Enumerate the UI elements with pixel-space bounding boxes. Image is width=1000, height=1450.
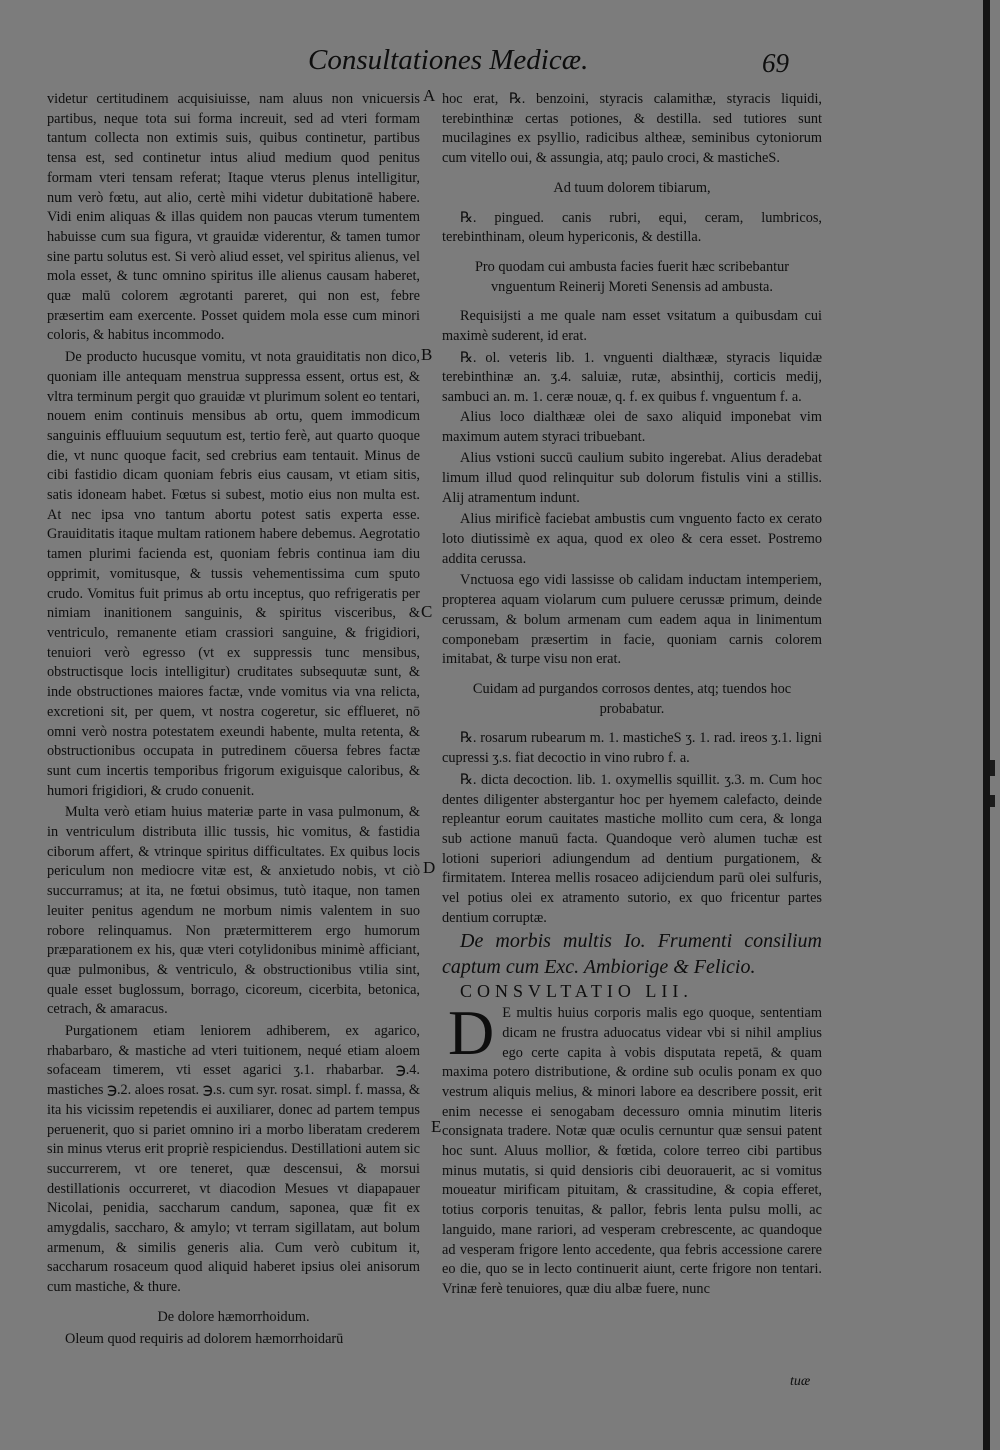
- consultation-title: De morbis multis Io. Frumenti consilium captum cum Exc. Ambiorige & Felicio.: [442, 930, 822, 979]
- consultation-number: CONSVLTATIO LII.: [460, 981, 693, 1002]
- recipe: ℞. pingued. canis rubri, equi, ceram, lumbricos, terebinthinam, oleum hypericonis, & destilla.: [442, 209, 822, 246]
- paragraph-text: E multis huius corporis malis ego quoque, sententiam dicam ne frustra aduocatus videar vbi si nihil amplius ego certe capita à vobis disputata repetā, & quam maxima potero distributione, & ordine sub oculis ponam ex quo vestrum aliquis melius, & minori labore ea describere possit, erit enim necesse ei senogabam decessuro omnia minutim literis consignata tradere. Notæ quæ oculis cernuntur quæ sensui patent hoc sunt. Aluus mollior, & fœtida, colore terreo cibi partibus minus mutatis, si quid densioris cibi deuorauerit, ac si vomitus moueatur mirificam pituitam, & crassitudine, & copia efferet, totius corporis tenuitas, & pallor, febris lenta pulsu molli, ac languido, mane rariori, ad vesperam crebrescente, ac quandoque ad vesperam frigore lento accedente, qua febris accessione carere eo die, quo se in lecto continuerit aiunt, certe frigore non tentari. Vrinæ ferè tenuiores, quæ diu albæ fuere, nunc: [442, 1005, 822, 1297]
- paragraph: Vnctuosa ego vidi lassisse ob calidam inductam intemperiem, propterea aquam violarum cum puluere cerussæ primum, deinde cerussam, & bolum armenam cum eadem aqua in linimentum componebam præsertim in facie, quoniam carnis colorem imitabat, & turpe visu non erat.: [442, 572, 822, 668]
- margin-letter-d: D: [423, 858, 436, 877]
- recipe: ℞. rosarum rubearum m. 1. masticheS ʒ. 1. rad. ireos ʒ.1. ligni cupressi ʒ.s. fiat decoctio in vino rubro f. a.: [442, 730, 822, 767]
- paragraph: Requisijsti a me quale nam esset vsitatum a quibusdam cui maximè suderent, id erat.: [442, 308, 822, 345]
- paragraph: Oleum quod requiris ad dolorem hæmorrhoidarū: [65, 1330, 344, 1347]
- recipe: ℞. dicta decoction. lib. 1. oxymellis squillit. ʒ.3. m. Cum hoc dentes diligenter abstergantur hoc per hyemem calefacto, deinde repleantur eorum cauitates mastiche mollito cum cera, & longa sub actione manuū facta. Quandoque verò alumen tuchæ est lotioni superiori adiungendum ad dentium purgationem, & firmitatem. Interea mellis rosaceo adijciendum parū olei sulfuris, vel potius olei ex atramento sutorio, ex quo fricentur partes dentium corruptæ.: [442, 771, 822, 926]
- page-edge-shadow: [983, 0, 990, 1450]
- section-heading: Ad tuum dolorem tibiarum,: [553, 179, 711, 196]
- left-column: [47, 90, 420, 1351]
- drop-cap: D: [448, 997, 495, 1069]
- running-title: Consultationes Medicæ.: [308, 44, 589, 76]
- section-heading: De dolore hæmorrhoidum.: [157, 1308, 310, 1325]
- paragraph: Alius mirificè faciebat ambustis cum vnguento facto ex cerato loto diutissimè ex aqua, quod ex oleo & cera esset. Postremo addita cerussa.: [442, 511, 822, 567]
- paragraph: De producto hucusque vomitu, vt nota grauiditatis non dico, quoniam ille antequam menstrua suppressa essent, ortus est, & vltra terminum pergit quo grauidæ vt plurimum solent eo tentari, nouem enim continuis mensibus ab ortu, quem immodicum sanguinis effluuium sequutum est, tertio ferè, aut quarto quoque die, vt nunc quoque facit, sed crebrius eam tentauit. Minus de cibi fastidio dicam quoniam febris eius causam, vt etiam sitis, satis idoneam habet. Fœtus si subest, motio eius non multa est. At nec ipsa vno tantum abortu potest satis experta esse. Grauiditatis itaque multam rationem habere debemus. Aegrotatio tamen plurimi facienda est, quoniam febris continua iam diu opprimit, vomitusque, & tussis vehementissima cum sputo crudo. Vomitus fuit primus ab ortu inceptus, quo refrigeratis per nimiam inanitionem sanguinis, & spiritus visceribus, & ventriculo, remanente etiam crassiori sanguine, & frigidiori, tenuiori verò egresso (vt ex suppressis tunc mensibus, obstructisque locis intelligitur) cruditates subsequutæ sunt, & inde obstructiones maiores factæ, vnde vomitus via vna relicta, excretioni sit, per quem, vt nostra cogeretur, sic efflueret, nō omni verò nostra potestatem exeundi habente, multa retenta, & obstructionibus occupata in putredinem cōuersa febres factæ sunt cum incertis temporibus frigorum exiguisque caloribus, & humori frigidiori, & crudo conuenit.: [47, 349, 420, 799]
- paragraph: Alius vstioni succū caulium subito ingerebat. Alius deradebat limum illud quod relinquitur sub dolorum fistulis vini a stillis. Alij atramentum indunt.: [442, 450, 822, 506]
- page-number: 69: [762, 48, 789, 78]
- margin-mark: [990, 760, 995, 776]
- margin-letter-b: B: [421, 345, 433, 364]
- margin-letter-c: C: [421, 602, 433, 621]
- recipe: ℞. ol. veteris lib. 1. vnguenti dialthææ, styracis liquidæ terebinthinæ an. ʒ.4. saluiæ, rutæ, absinthij, corticis medij, sambuci an. m. 1. ceræ nouæ, q. f. ex quibus f. vnguentum f. a.: [442, 349, 822, 406]
- catchword: tuæ: [790, 1374, 811, 1389]
- section-heading: Pro quodam cui ambusta facies fuerit hæc scribebantur vnguentum Reinerij Moreti Senensis ad ambusta.: [474, 258, 790, 295]
- right-column: [442, 90, 822, 1302]
- paragraph: videtur certitudinem acquisiuisse, nam aluus non vnicuersis partibus, neque tota sui forma increuit, sed ad vteri formam tantum collecta non extimis suis, quibus continetur, partibus tensa est, sed continetur intus aliud medium quod penitus formam vteri tensam referat; Itaque vterus plenus intelligitur, num verò fœtu, aut alio, certè mihi videtur dubitationē habere. Vidi enim aliquas & illas quidem non paucas vterum tumentem habuisse cum sua figura, vt grauidæ viderentur, & tamen tumor sine partu solutus est. Si verò aliud esset, vel spiritus alienus, vel mola esset, & tunc omnino spiritus ille alienus causam haberet, quæ malū colorem ægrotanti pareret, qui non est, febre præsertim eam exercente. Posset quidem mola esse cum minori coloris, & habitus incommodo.: [47, 91, 420, 344]
- paragraph: Alius loco dialthææ olei de saxo aliquid imponebat vim maximum autem styraci tribuebant.: [442, 408, 822, 445]
- margin-letter-e: E: [431, 1117, 442, 1136]
- section-heading: Cuidam ad purgandos corrosos dentes, atq; tuendos hoc probabatur.: [472, 680, 792, 717]
- margin-letter-a: A: [423, 86, 436, 105]
- margin-mark: [990, 795, 995, 807]
- paragraph: hoc erat, ℞. benzoini, styracis calamithæ, styracis liquidi, terebinthinæ certas potiones, & destilla. sed tutiores sunt mucilagines ex psyllio, radicibus altheæ, seminibus cytoniorum cum vitello oui, & assungia, atq; paulo croci, & masticheS.: [442, 91, 822, 167]
- paragraph: [442, 997, 822, 1300]
- paragraph: Multa verò etiam huius materiæ parte in vasa pulmonum, & in ventriculum distributa illic tussis, hic vomitus, & fastidia ciborum affert, & vtrinque spiritus difficultates. Ex quibus locis periculum non mediocre vitæ est, & anxietudo nobis, vt ciò succurramus; at ita, ne fœtui obsimus, tutò itaque, non tamen leuiter penitus agendum ne morbum nimis valentem in suo robore relinquamus. Non prætermitterem ergo humorum præparationem ex his, quæ vteri cotylidonibus minimè afficiant, quæ pulmonibus, & ventriculo, & obstructionibus vtilia sint, quale esset buglossum, borrago, cicoreum, cicerbita, betonica, cetrach, & amaracus.: [47, 804, 420, 1018]
- paragraph: Purgationem etiam leniorem adhiberem, ex agarico, rhabarbaro, & mastiche ad vteri tuitionem, nequé etiam aloem sofaceam timerem, vti esset agarici ʒ.1. rhabarbar. ℈.4. mastiches ℈.2. aloes rosat. ℈.s. cum syr. rosat. simpl. f. massa, & ita his vicissim repetendis ei auxiliarer, donec ad partem tempus peruenerit, quo si pariet omnino iri a morbo liberatam crederem sin minus vterus erit propriè respiciendus. Destillationi autem sic succurrerem, vt ore teneret, quæ descensui, & morsui destillationis occurreret, vt diacodion Mesues vt diapapauer Nicolai, penidia, saccharum candum, saponea, quæ fit ex amygdalis, saccharo, & amylo; vt terram sigillatam, aut bolum armenum, & similis generis alia. Cum verò cubitum it, saccharum rosaceum quod aliquid haberet ipsius olei anisorum cum mastiche, & thure.: [47, 1023, 420, 1296]
